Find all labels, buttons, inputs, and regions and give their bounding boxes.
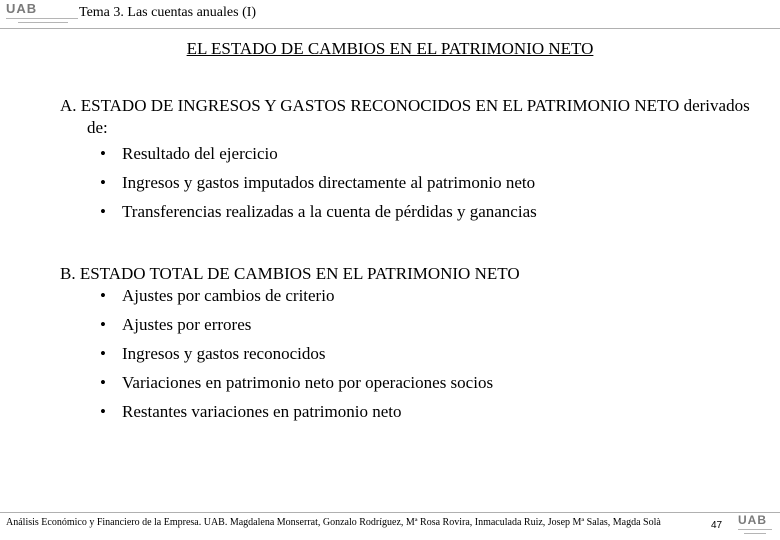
uab-logo-header xyxy=(6,2,78,23)
page-title: EL ESTADO DE CAMBIOS EN EL PATRIMONIO NETO xyxy=(186,39,594,58)
list-item: • Ajustes por cambios de criterio xyxy=(60,281,760,310)
section-a-heading-main: A. ESTADO DE INGRESOS Y GASTOS RECONOCIDOS EN EL PATRIMONIO NETO xyxy=(60,96,680,115)
list-item: • Restantes variaciones en patrimonio neto xyxy=(60,397,760,426)
list-item: • Ajustes por errores xyxy=(60,310,760,339)
logo-underline xyxy=(18,22,68,23)
uab-logo-footer xyxy=(738,514,772,534)
section-a-heading xyxy=(60,95,760,139)
section-a-list xyxy=(60,139,760,226)
list-item: • Variaciones en patrimonio neto por operaciones socios xyxy=(60,368,760,397)
list-item: • Transferencias realizadas a la cuenta de pérdidas y ganancias xyxy=(60,197,760,226)
section-a-heading-suffix: derivados de: xyxy=(87,96,750,137)
list-item: • Resultado del ejercicio xyxy=(60,139,760,168)
section-b xyxy=(60,263,760,426)
logo-underline xyxy=(6,18,78,19)
logo-underline xyxy=(738,529,772,530)
uab-logo-mark: UAB xyxy=(738,513,767,527)
list-item: • Ingresos y gastos reconocidos xyxy=(60,339,760,368)
section-b-list xyxy=(60,281,760,426)
header-title: Tema 3. Las cuentas anuales (I) xyxy=(79,5,257,20)
logo-underline xyxy=(744,533,766,534)
page-number: 47 xyxy=(711,520,723,531)
footer-divider xyxy=(0,512,780,513)
uab-logo-mark: UAB xyxy=(6,1,38,16)
header-divider xyxy=(0,28,780,29)
list-item: • Ingresos y gastos imputados directamente al patrimonio neto xyxy=(60,168,760,197)
section-b-heading: B. ESTADO TOTAL DE CAMBIOS EN EL PATRIMONIO NETO xyxy=(60,264,520,283)
footer-credits: Análisis Económico y Financiero de la Empresa. UAB. Magdalena Monserrat, Gonzalo Rodríguez, Mª Rosa Rovira, Inmaculada Ruiz, Josep Mª Salas, Magda Solà xyxy=(6,517,661,528)
section-a xyxy=(60,95,760,226)
